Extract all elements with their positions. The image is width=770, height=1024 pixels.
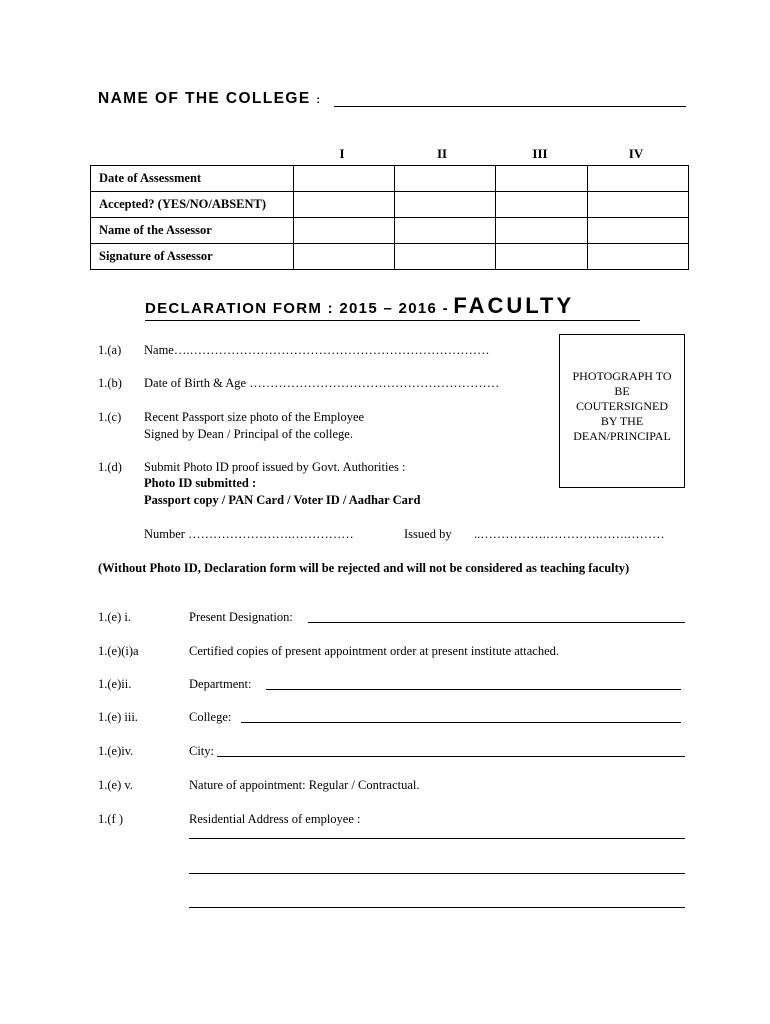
residential-address-line-1[interactable] — [189, 838, 685, 839]
cell-input[interactable] — [294, 244, 395, 270]
item-number-1e-ii: 1.(e)ii. — [98, 677, 132, 691]
photograph-box[interactable] — [559, 334, 685, 488]
item-number-1e-i-a: 1.(e)(i)a — [98, 644, 139, 658]
photo-id-submitted-label: Photo ID submitted : — [144, 476, 257, 490]
name-field[interactable]: Name….……………………………………………………………… — [144, 343, 490, 357]
cell-input[interactable] — [294, 192, 395, 218]
photo-id-warning-note: (Without Photo ID, Declaration form will be rejected and will not be considered as teaching faculty) — [98, 561, 630, 575]
row-label-accepted: Accepted? (YES/NO/ABSENT) — [91, 192, 294, 218]
column-header-i: I — [339, 146, 345, 161]
college-name-text: NAME OF THE COLLEGE — [98, 90, 311, 107]
cell-input[interactable] — [588, 166, 689, 192]
photograph-box-text — [560, 369, 684, 444]
item-number-1f: 1.(f ) — [98, 812, 123, 826]
table-row — [91, 166, 689, 192]
city-label: City: — [189, 744, 215, 758]
item-number-1e-i: 1.(e) i. — [98, 610, 131, 624]
present-designation-label: Present Designation: — [189, 610, 293, 624]
date-of-birth-field[interactable]: Date of Birth & Age …………………………………………………… — [144, 376, 500, 390]
row-label-assessor-signature: Signature of Assessor — [91, 244, 294, 270]
college-name-colon: : — [316, 94, 322, 106]
cell-input[interactable] — [588, 244, 689, 270]
photo-instruction-line2: Signed by Dean / Principal of the college. — [144, 427, 353, 441]
photo-id-options[interactable]: Passport copy / PAN Card / Voter ID / Aadhar Card — [144, 493, 421, 507]
college-name-label — [98, 90, 321, 108]
residential-address-line-3[interactable] — [189, 907, 685, 908]
department-field[interactable] — [266, 689, 681, 690]
city-field[interactable] — [217, 756, 685, 757]
cell-input[interactable] — [395, 192, 496, 218]
department-label: Department: — [189, 677, 252, 691]
college-name-field[interactable] — [334, 106, 686, 107]
issued-by-label: Issued by — [404, 527, 452, 541]
item-number-1e-v: 1.(e) v. — [98, 778, 133, 792]
cell-input[interactable] — [496, 192, 588, 218]
declaration-title-faculty: FACULTY — [453, 293, 575, 318]
table-row — [91, 218, 689, 244]
photo-instruction-line1: Recent Passport size photo of the Employee — [144, 410, 365, 424]
assessment-table — [90, 165, 689, 270]
item-number-1d: 1.(d) — [98, 460, 122, 474]
cell-input[interactable] — [588, 192, 689, 218]
item-number-1a: 1.(a) — [98, 343, 122, 357]
photograph-box-line: BY THE — [600, 414, 644, 428]
row-label-assessor-name: Name of the Assessor — [91, 218, 294, 244]
declaration-title-underline — [145, 320, 640, 321]
item-number-1b: 1.(b) — [98, 376, 122, 390]
item-number-1e-iii: 1.(e) iii. — [98, 710, 138, 724]
column-header-iv: IV — [628, 146, 644, 161]
issued-by-field[interactable]: ..…………….………….…….……… — [474, 527, 665, 541]
declaration-title — [145, 293, 574, 319]
appointment-order-statement: Certified copies of present appointment order at present institute attached. — [189, 644, 560, 658]
column-header-iii: III — [532, 146, 548, 161]
item-number-1e-iv: 1.(e)iv. — [98, 744, 134, 758]
table-row — [91, 244, 689, 270]
college-label: College: — [189, 710, 232, 724]
photograph-box-line: COUTERSIGNED — [576, 399, 668, 413]
cell-input[interactable] — [395, 244, 496, 270]
cell-input[interactable] — [294, 218, 395, 244]
id-number-field[interactable]: Number …………………….…………… — [144, 527, 354, 541]
declaration-title-text: DECLARATION FORM : 2015 – 2016 - — [145, 300, 449, 317]
cell-input[interactable] — [395, 166, 496, 192]
residential-address-line-2[interactable] — [189, 873, 685, 874]
cell-input[interactable] — [395, 218, 496, 244]
residential-address-label: Residential Address of employee : — [189, 812, 361, 826]
nature-of-appointment-options[interactable]: Nature of appointment: Regular / Contractual. — [189, 778, 420, 792]
present-designation-field[interactable] — [308, 622, 685, 623]
photograph-box-line: DEAN/PRINCIPAL — [573, 429, 671, 443]
cell-input[interactable] — [496, 244, 588, 270]
cell-input[interactable] — [588, 218, 689, 244]
photo-id-instruction: Submit Photo ID proof issued by Govt. Authorities : — [144, 460, 406, 474]
row-label-date-of-assessment: Date of Assessment — [91, 166, 294, 192]
college-field[interactable] — [241, 722, 681, 723]
cell-input[interactable] — [496, 166, 588, 192]
item-number-1c: 1.(c) — [98, 410, 122, 424]
photograph-box-line: PHOTOGRAPH TO — [572, 369, 672, 383]
table-row — [91, 192, 689, 218]
cell-input[interactable] — [294, 166, 395, 192]
column-header-ii: II — [436, 146, 448, 161]
cell-input[interactable] — [496, 218, 588, 244]
photograph-box-line: BE — [614, 384, 630, 398]
